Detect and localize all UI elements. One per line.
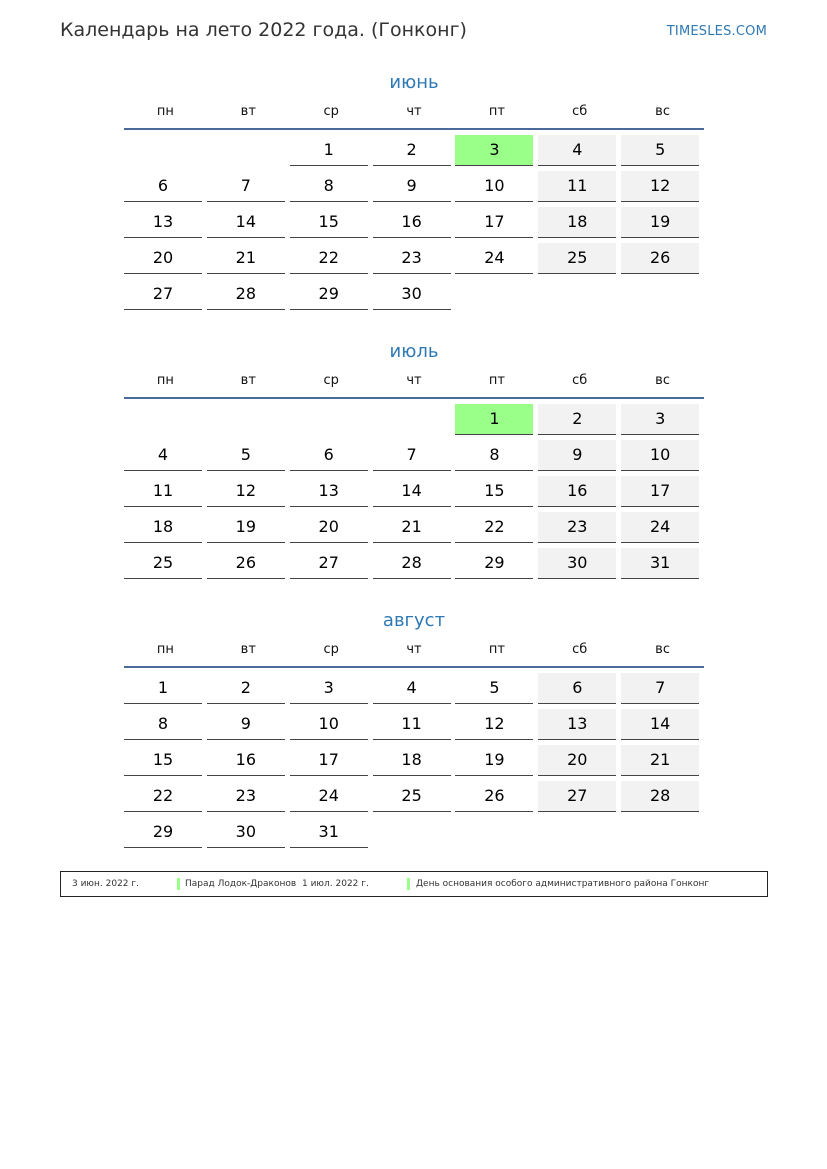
day-number: 2 — [373, 135, 451, 166]
weekday-label: пн — [156, 104, 174, 119]
day-cell — [621, 548, 704, 584]
legend-holiday-name: День основания особого административного района Гонконг — [416, 879, 710, 889]
weekday-label: вт — [240, 373, 256, 388]
day-cell — [290, 817, 373, 853]
day-cell — [455, 171, 538, 207]
day-number: 22 — [290, 243, 368, 274]
day-cell — [373, 243, 456, 279]
day-number: 19 — [455, 745, 533, 776]
day-cell — [373, 440, 456, 476]
day-cell — [124, 745, 207, 781]
day-cell — [538, 279, 621, 315]
day-cell — [373, 512, 456, 548]
day-cell — [290, 745, 373, 781]
day-number: 4 — [373, 673, 451, 704]
day-cell — [124, 279, 207, 315]
day-number: 2 — [538, 404, 616, 435]
day-cell — [290, 512, 373, 548]
day-cell — [455, 709, 538, 745]
day-cell — [207, 817, 290, 853]
day-cell — [207, 243, 290, 279]
day-number: 5 — [621, 135, 699, 166]
day-number: 23 — [373, 243, 451, 274]
day-cell — [290, 135, 373, 171]
day-cell — [207, 404, 290, 440]
day-cell — [373, 135, 456, 171]
weekday-label: ср — [323, 104, 339, 119]
day-number: 21 — [207, 243, 285, 274]
day-number: 14 — [621, 709, 699, 740]
day-cell — [455, 135, 538, 171]
day-number: 11 — [373, 709, 451, 740]
day-cell — [621, 512, 704, 548]
day-cell — [207, 781, 290, 817]
weekday-label: сб — [572, 642, 588, 657]
day-number: 24 — [455, 243, 533, 274]
day-number: 29 — [290, 279, 368, 310]
day-cell — [621, 745, 704, 781]
weekday-label: чт — [406, 642, 422, 657]
weekday-label: пт — [488, 642, 505, 657]
day-number: 20 — [538, 745, 616, 776]
day-number: 27 — [538, 781, 616, 812]
weekday-label: вт — [240, 642, 256, 657]
day-number: 5 — [207, 440, 285, 471]
weekday-label: ср — [323, 642, 339, 657]
day-cell — [207, 512, 290, 548]
weekday-label: пн — [156, 373, 174, 388]
day-number: 15 — [290, 207, 368, 238]
day-cell — [621, 781, 704, 817]
week-row — [124, 673, 704, 709]
day-number: 1 — [455, 404, 533, 435]
day-number: 9 — [207, 709, 285, 740]
day-number: 20 — [290, 512, 368, 543]
day-number: 25 — [538, 243, 616, 274]
day-cell — [621, 243, 704, 279]
month-calendar — [124, 337, 704, 584]
day-cell — [621, 404, 704, 440]
day-number: 1 — [290, 135, 368, 166]
day-cell — [538, 745, 621, 781]
day-cell — [373, 709, 456, 745]
day-cell — [455, 512, 538, 548]
day-cell — [621, 279, 704, 315]
page-title: Календарь на лето 2022 года. (Гонконг) — [60, 19, 467, 41]
day-number: 15 — [124, 745, 202, 776]
day-number: 19 — [207, 512, 285, 543]
day-cell — [373, 207, 456, 243]
day-cell — [290, 207, 373, 243]
day-cell — [455, 745, 538, 781]
day-number: 19 — [621, 207, 699, 238]
day-number: 3 — [621, 404, 699, 435]
week-row — [124, 476, 704, 512]
week-row — [124, 135, 704, 171]
day-cell — [124, 440, 207, 476]
day-cell — [124, 171, 207, 207]
day-cell — [373, 404, 456, 440]
day-number: 31 — [621, 548, 699, 579]
day-cell — [124, 207, 207, 243]
day-number: 30 — [207, 817, 285, 848]
day-cell — [538, 404, 621, 440]
day-cell — [207, 440, 290, 476]
day-number: 26 — [621, 243, 699, 274]
day-cell — [538, 781, 621, 817]
day-cell — [538, 673, 621, 709]
weekday-label: сб — [572, 104, 588, 119]
legend-color-marker — [177, 878, 180, 890]
week-row — [124, 279, 704, 315]
month-calendar — [124, 606, 704, 853]
day-number: 6 — [538, 673, 616, 704]
month-calendar — [124, 68, 704, 315]
day-cell — [124, 404, 207, 440]
day-cell — [290, 709, 373, 745]
day-cell — [124, 476, 207, 512]
day-number: 5 — [455, 673, 533, 704]
day-cell — [621, 171, 704, 207]
weekday-header-row — [124, 636, 704, 668]
day-cell — [621, 135, 704, 171]
weekday-label: вс — [655, 642, 670, 657]
day-number: 9 — [373, 171, 451, 202]
day-cell — [290, 440, 373, 476]
weekday-header-row — [124, 98, 704, 130]
day-number: 6 — [290, 440, 368, 471]
week-row — [124, 817, 704, 853]
day-number: 16 — [207, 745, 285, 776]
weekday-label: пт — [488, 104, 505, 119]
day-cell — [373, 781, 456, 817]
day-cell — [455, 781, 538, 817]
week-row — [124, 548, 704, 584]
day-cell — [290, 243, 373, 279]
day-number: 31 — [290, 817, 368, 848]
week-row — [124, 709, 704, 745]
day-cell — [373, 817, 456, 853]
day-cell — [373, 476, 456, 512]
day-number: 22 — [124, 781, 202, 812]
day-number: 11 — [124, 476, 202, 507]
day-number: 14 — [207, 207, 285, 238]
day-number: 17 — [455, 207, 533, 238]
day-cell — [455, 817, 538, 853]
day-number: 26 — [455, 781, 533, 812]
day-cell — [290, 476, 373, 512]
day-cell — [207, 709, 290, 745]
day-number: 18 — [373, 745, 451, 776]
day-cell — [124, 709, 207, 745]
day-number: 27 — [124, 279, 202, 310]
day-cell — [538, 476, 621, 512]
day-cell — [455, 207, 538, 243]
day-number: 4 — [124, 440, 202, 471]
day-cell — [538, 709, 621, 745]
day-cell — [455, 440, 538, 476]
day-number: 30 — [373, 279, 451, 310]
day-number: 9 — [538, 440, 616, 471]
day-cell — [538, 171, 621, 207]
day-number: 1 — [124, 673, 202, 704]
day-cell — [455, 279, 538, 315]
day-number: 7 — [373, 440, 451, 471]
day-cell — [373, 279, 456, 315]
day-cell — [373, 673, 456, 709]
day-number: 25 — [124, 548, 202, 579]
legend-color-marker — [407, 878, 410, 890]
day-cell — [538, 548, 621, 584]
day-cell — [621, 440, 704, 476]
day-number: 20 — [124, 243, 202, 274]
day-number: 22 — [455, 512, 533, 543]
day-cell — [373, 548, 456, 584]
day-number: 10 — [290, 709, 368, 740]
day-number: 16 — [538, 476, 616, 507]
day-cell — [207, 673, 290, 709]
day-number: 25 — [373, 781, 451, 812]
brand-link[interactable]: TIMESLES.COM — [666, 24, 767, 39]
week-row — [124, 243, 704, 279]
day-cell — [455, 548, 538, 584]
day-cell — [538, 207, 621, 243]
day-cell — [124, 243, 207, 279]
weekday-label: сб — [572, 373, 588, 388]
week-row — [124, 171, 704, 207]
weekday-label: пт — [488, 373, 505, 388]
month-title: август — [382, 610, 446, 631]
day-number: 10 — [621, 440, 699, 471]
day-number: 24 — [290, 781, 368, 812]
weekday-label: ср — [323, 373, 339, 388]
week-row — [124, 207, 704, 243]
day-number: 29 — [124, 817, 202, 848]
legend-holiday-name: Парад Лодок-Драконов — [185, 879, 297, 889]
day-number: 26 — [207, 548, 285, 579]
day-number: 12 — [621, 171, 699, 202]
day-cell — [124, 817, 207, 853]
day-number: 8 — [455, 440, 533, 471]
day-number: 21 — [621, 745, 699, 776]
day-number: 2 — [207, 673, 285, 704]
day-number: 12 — [455, 709, 533, 740]
weekday-label: чт — [406, 373, 422, 388]
day-cell — [621, 709, 704, 745]
day-number: 17 — [290, 745, 368, 776]
day-cell — [207, 207, 290, 243]
day-cell — [124, 548, 207, 584]
day-cell — [207, 135, 290, 171]
day-number: 23 — [207, 781, 285, 812]
day-cell — [538, 135, 621, 171]
day-cell — [207, 279, 290, 315]
day-number: 8 — [124, 709, 202, 740]
day-number: 3 — [290, 673, 368, 704]
day-number: 28 — [373, 548, 451, 579]
day-number: 30 — [538, 548, 616, 579]
legend-date: 3 июн. 2022 г. — [72, 879, 139, 889]
legend-date: 1 июл. 2022 г. — [302, 879, 369, 889]
day-cell — [538, 817, 621, 853]
day-cell — [621, 673, 704, 709]
day-cell — [290, 279, 373, 315]
day-number: 27 — [290, 548, 368, 579]
weekday-header-row — [124, 367, 704, 399]
day-cell — [373, 745, 456, 781]
day-cell — [538, 512, 621, 548]
day-cell — [455, 243, 538, 279]
weekday-label: вт — [240, 104, 256, 119]
day-cell — [538, 243, 621, 279]
day-cell — [207, 745, 290, 781]
day-number: 7 — [207, 171, 285, 202]
day-number: 13 — [290, 476, 368, 507]
day-number: 6 — [124, 171, 202, 202]
day-cell — [455, 673, 538, 709]
day-number: 24 — [621, 512, 699, 543]
day-cell — [538, 440, 621, 476]
day-number: 18 — [538, 207, 616, 238]
week-row — [124, 512, 704, 548]
week-row — [124, 440, 704, 476]
week-row — [124, 404, 704, 440]
day-cell — [373, 171, 456, 207]
day-cell — [621, 817, 704, 853]
day-cell — [290, 673, 373, 709]
week-row — [124, 745, 704, 781]
day-number: 18 — [124, 512, 202, 543]
day-cell — [455, 404, 538, 440]
day-cell — [207, 171, 290, 207]
day-cell — [124, 673, 207, 709]
weekday-label: чт — [406, 104, 422, 119]
weekday-label: вс — [655, 104, 670, 119]
day-number: 13 — [538, 709, 616, 740]
day-number: 17 — [621, 476, 699, 507]
day-number: 7 — [621, 673, 699, 704]
day-number: 4 — [538, 135, 616, 166]
day-cell — [207, 476, 290, 512]
day-number: 16 — [373, 207, 451, 238]
day-cell — [124, 512, 207, 548]
day-cell — [621, 476, 704, 512]
day-cell — [124, 135, 207, 171]
day-number: 23 — [538, 512, 616, 543]
weekday-label: пн — [156, 642, 174, 657]
day-number: 12 — [207, 476, 285, 507]
day-number: 13 — [124, 207, 202, 238]
day-number: 10 — [455, 171, 533, 202]
month-title: июнь — [389, 72, 439, 93]
day-cell — [621, 207, 704, 243]
holiday-legend — [60, 871, 768, 897]
day-number: 28 — [621, 781, 699, 812]
day-number: 15 — [455, 476, 533, 507]
day-cell — [290, 781, 373, 817]
day-number: 14 — [373, 476, 451, 507]
day-number: 21 — [373, 512, 451, 543]
month-title: июль — [389, 341, 439, 362]
day-cell — [290, 404, 373, 440]
day-number: 11 — [538, 171, 616, 202]
day-cell — [124, 781, 207, 817]
day-cell — [207, 548, 290, 584]
day-number: 29 — [455, 548, 533, 579]
day-cell — [290, 548, 373, 584]
day-cell — [290, 171, 373, 207]
week-row — [124, 781, 704, 817]
day-number: 28 — [207, 279, 285, 310]
day-cell — [455, 476, 538, 512]
day-number: 8 — [290, 171, 368, 202]
weekday-label: вс — [655, 373, 670, 388]
day-number: 3 — [455, 135, 533, 166]
